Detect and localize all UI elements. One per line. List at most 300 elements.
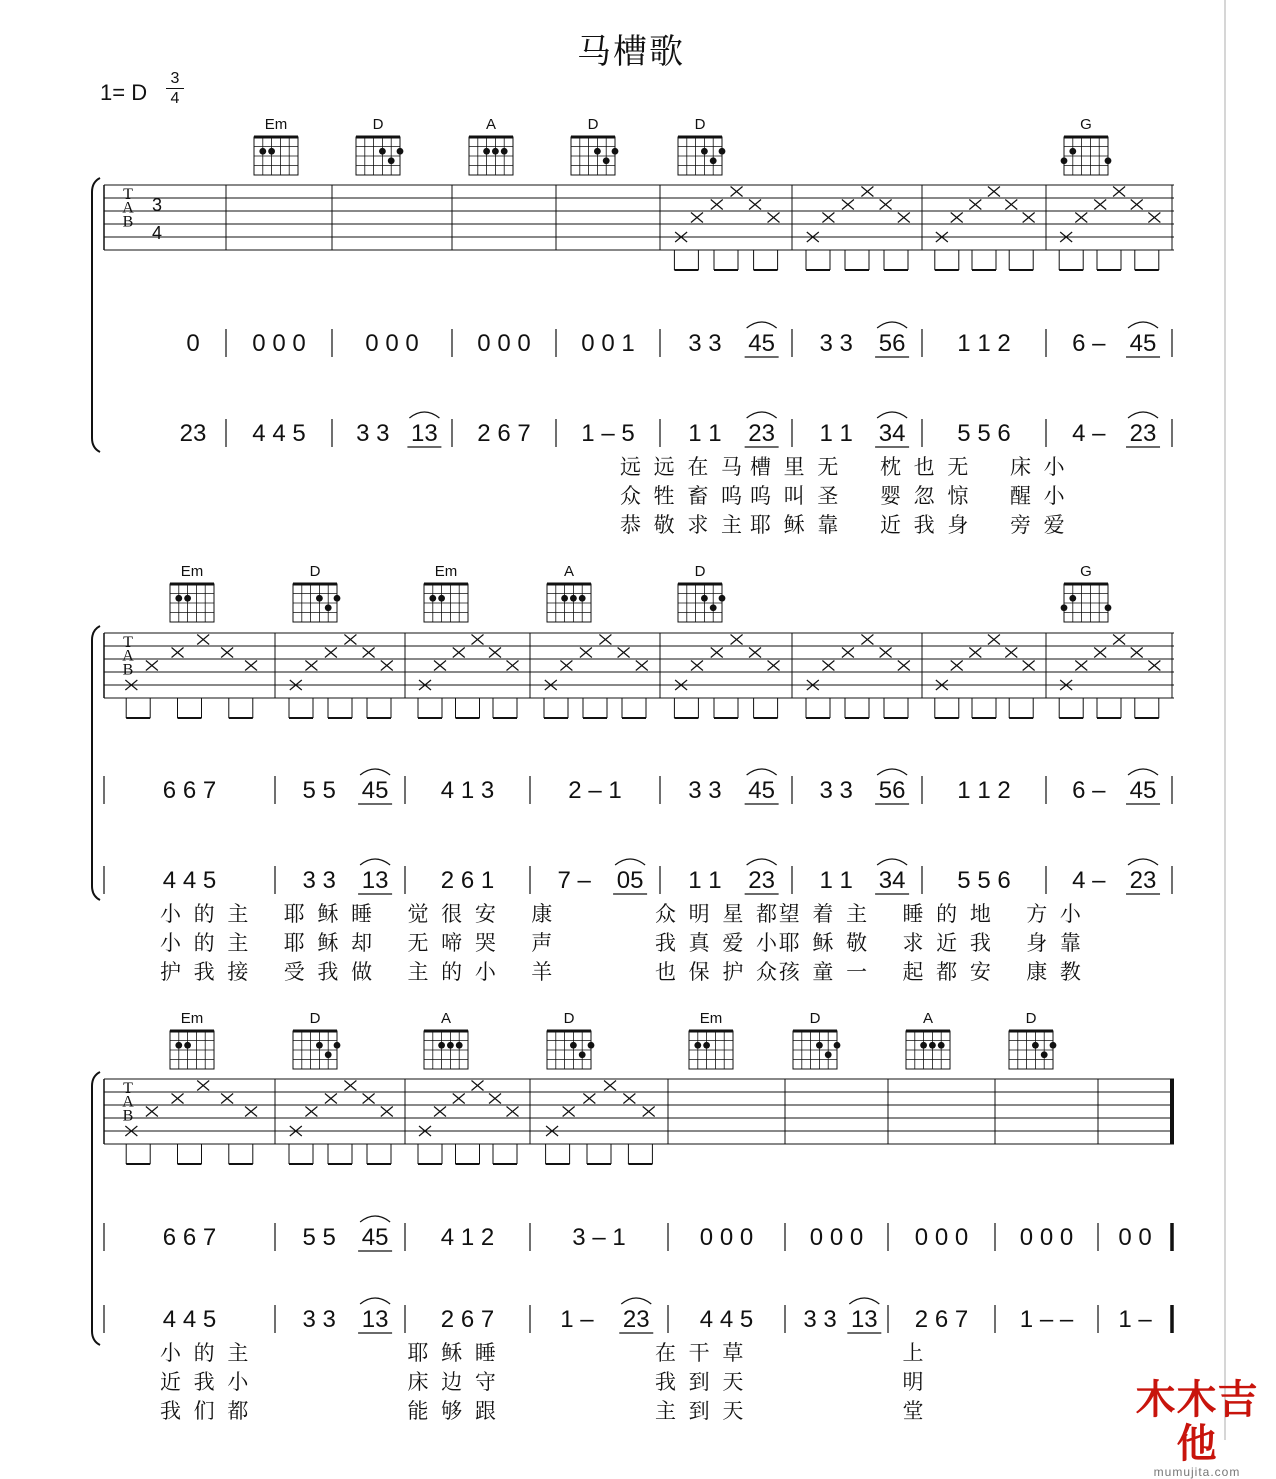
tab-x-note — [146, 1107, 158, 1117]
melody2-measure-pair: 34 — [878, 867, 906, 894]
tab-x-note — [711, 648, 723, 658]
tab-x-note — [822, 661, 834, 671]
chord-diagram — [254, 116, 298, 175]
melody-measure-pair: 45 — [748, 777, 775, 804]
chord-finger-dot — [710, 157, 717, 164]
melody-measure: 1 1 2 — [957, 330, 1011, 357]
melody2-row — [104, 859, 1172, 894]
chord-finger-dot — [316, 595, 323, 602]
tab-x-note — [381, 661, 393, 671]
tab-x-note — [1023, 213, 1035, 223]
lyric-segment: 近 我 小 — [160, 1370, 252, 1394]
tab-x-note — [1094, 200, 1106, 210]
tab-letter: A — [122, 199, 134, 217]
chord-diagram — [906, 1010, 950, 1069]
lyric-line-2 — [160, 931, 1084, 955]
chord-name: Em — [699, 1010, 723, 1027]
melody2-measure-pair: 23 — [1129, 420, 1157, 447]
tab-x-note — [951, 661, 963, 671]
lyric-segment: 也 保 护 众 — [655, 960, 781, 984]
melody2-measure-pair: 13 — [361, 867, 389, 894]
tab-x-note — [618, 648, 630, 658]
lyric-segment: 能 够 跟 — [407, 1399, 499, 1423]
tab-letter: A — [122, 1093, 134, 1111]
chord-diagram — [547, 563, 591, 622]
chord-finger-dot — [184, 595, 191, 602]
chord-finger-dot — [1069, 595, 1076, 602]
lyric-segment: 恭 敬 求 主 — [620, 513, 746, 537]
melody2-measure-pair: 05 — [616, 867, 644, 894]
chord-finger-dot — [334, 1042, 341, 1049]
chord-diagram — [689, 1010, 733, 1069]
chord-diagram — [293, 1010, 340, 1069]
melody2-measure-lead: 1 1 — [688, 420, 722, 447]
tab-x-note — [768, 213, 780, 223]
tab-x-note — [146, 661, 158, 671]
melody2-measure: 4 4 5 — [252, 420, 306, 447]
melody2-measure-lead: 4 – — [1072, 867, 1106, 894]
chord-name: A — [922, 1010, 934, 1027]
chord-finger-dot — [379, 148, 386, 155]
tab-measure-notes — [674, 187, 779, 271]
tab-x-note — [197, 635, 209, 645]
melody2-measure-pair: 23 — [622, 1306, 650, 1333]
chord-finger-dot — [1032, 1042, 1039, 1049]
slur-arc — [615, 859, 645, 865]
lyric-segment: 我 真 爱 小 — [655, 931, 781, 955]
lyric-segment: 耶 稣 睡 — [407, 1341, 499, 1365]
melody-measure: 4 1 3 — [440, 777, 495, 804]
system-brace — [92, 626, 100, 900]
chord-finger-dot — [184, 1042, 191, 1049]
time-sig-bottom: 4 — [170, 90, 180, 107]
lyric-segment: 觉 很 安 — [407, 902, 499, 926]
chord-finger-dot — [438, 1042, 445, 1049]
melody-measure: 0 0 0 — [252, 330, 306, 357]
melody2-row — [104, 1298, 1172, 1333]
slur-arc — [621, 1298, 651, 1304]
slur-arc — [877, 412, 907, 418]
tab-x-note — [898, 661, 910, 671]
key-signature: 1= D — [100, 80, 148, 105]
tab-x-note — [172, 648, 184, 658]
chord-name: Em — [264, 116, 288, 133]
melody-measure: 4 1 2 — [440, 1224, 495, 1251]
chord-finger-dot — [1069, 148, 1076, 155]
slur-arc — [747, 859, 777, 865]
tab-x-note — [197, 1081, 209, 1091]
melody-measure-pair: 56 — [878, 330, 906, 357]
lyric-segment: 婴 忽 惊 — [880, 484, 972, 508]
chord-diagram — [1061, 116, 1112, 175]
melody2-measure: 2 6 1 — [440, 867, 495, 894]
melody2-measure: 2 6 7 — [477, 420, 531, 447]
tab-x-note — [951, 213, 963, 223]
melody2-measure: 23 — [179, 420, 207, 447]
tab-x-note — [623, 1094, 635, 1104]
melody2-measure-lead: 3 3 — [302, 867, 336, 894]
melody2-measure-lead: 1 1 — [819, 420, 853, 447]
slur-arc — [409, 412, 439, 418]
slur-arc — [747, 769, 777, 775]
tab-x-note — [325, 1094, 337, 1104]
melody2-measure: 4 4 5 — [162, 867, 217, 894]
lyric-segment: 睡 的 地 — [902, 902, 994, 926]
chord-finger-dot — [719, 148, 726, 155]
tab-x-note — [988, 635, 1000, 645]
melody-measure: 6 6 7 — [162, 1224, 217, 1251]
chord-name: D — [809, 1010, 821, 1027]
tab-x-note — [1005, 200, 1017, 210]
chord-diagram — [678, 116, 725, 175]
tab-x-note — [898, 213, 910, 223]
tab-x-note — [507, 1107, 519, 1117]
tab-x-note — [1094, 648, 1106, 658]
tab-letter: B — [122, 661, 134, 679]
chord-finger-dot — [501, 148, 508, 155]
tab-x-note — [580, 648, 592, 658]
chord-diagram — [170, 1010, 214, 1069]
tab-x-note — [599, 635, 611, 645]
chord-finger-dot — [710, 604, 717, 611]
lyric-line-2 — [160, 1370, 927, 1394]
chord-finger-dot — [1061, 604, 1068, 611]
tab-x-note — [711, 200, 723, 210]
melody-measure-pair: 56 — [878, 777, 906, 804]
slur-arc — [360, 859, 390, 865]
melody-row — [104, 769, 1172, 804]
melody-row — [186, 322, 1172, 357]
tab-x-note — [880, 200, 892, 210]
tab-x-note — [604, 1081, 616, 1091]
lyric-line-3 — [160, 1399, 927, 1423]
tab-measure-notes — [935, 187, 1035, 271]
melody2-measure-pair: 34 — [878, 420, 906, 447]
chord-diagram — [571, 116, 618, 175]
chord-finger-dot — [268, 148, 275, 155]
melody2-measure-lead: 4 – — [1072, 420, 1106, 447]
lyric-segment: 槽 里 无 — [750, 455, 842, 479]
slur-arc — [877, 859, 907, 865]
lyric-segment: 远 远 在 马 — [620, 455, 746, 479]
melody-measure: 0 0 0 — [914, 1224, 969, 1251]
tab-x-note — [489, 648, 501, 658]
lyric-segment: 众 明 星 都 — [655, 902, 781, 926]
tab-letter: A — [122, 647, 134, 665]
chord-finger-dot — [1050, 1042, 1057, 1049]
watermark-logo: 木木吉他 — [1135, 1377, 1259, 1467]
tab-letter: T — [123, 186, 133, 203]
chord-diagram — [293, 563, 340, 622]
lyric-segment: 无 啼 哭 — [407, 931, 499, 955]
melody2-measure-pair: 13 — [850, 1306, 878, 1333]
tab-x-note — [969, 200, 981, 210]
tab-x-note — [381, 1107, 393, 1117]
chord-name: D — [1025, 1010, 1037, 1027]
tab-measure-notes — [1059, 187, 1160, 271]
melody2-measure-pair: 23 — [1129, 867, 1157, 894]
lyric-segment: 主 到 天 — [655, 1399, 747, 1423]
chord-name: D — [563, 1010, 575, 1027]
tab-measure-notes — [806, 635, 910, 719]
chord-finger-dot — [929, 1042, 936, 1049]
chord-finger-dot — [175, 1042, 182, 1049]
slur-arc — [747, 322, 777, 328]
lyric-segment: 床 边 守 — [407, 1370, 499, 1394]
tab-x-note — [643, 1107, 655, 1117]
chord-finger-dot — [588, 1042, 595, 1049]
melody-measure-lead: 5 5 — [302, 777, 336, 804]
melody-measure: 0 0 — [1118, 1224, 1152, 1251]
chord-finger-dot — [1105, 157, 1112, 164]
chord-finger-dot — [703, 1042, 710, 1049]
chord-finger-dot — [456, 1042, 463, 1049]
melody2-measure: 4 4 5 — [162, 1306, 217, 1333]
lyric-segment: 耶 稣 敬 — [778, 931, 871, 955]
tab-x-note — [221, 648, 233, 658]
lyric-segment: 求 近 我 — [902, 931, 994, 955]
chord-finger-dot — [570, 595, 577, 602]
tab-x-note — [507, 661, 519, 671]
chord-diagram — [170, 563, 214, 622]
song-title: 马槽歌 — [577, 32, 685, 72]
lyric-segment: 众 牲 畜 呜 — [620, 484, 746, 508]
melody-row — [104, 1216, 1172, 1251]
melody2-measure: 5 5 6 — [957, 420, 1011, 447]
chord-name: Em — [180, 563, 204, 580]
slur-arc — [1128, 322, 1158, 328]
tab-x-note — [453, 648, 465, 658]
chord-finger-dot — [816, 1042, 823, 1049]
chord-diagram — [678, 563, 725, 622]
tab-x-note — [880, 648, 892, 658]
chord-name: D — [694, 563, 706, 580]
chord-name: D — [309, 1010, 321, 1027]
tab-x-note — [583, 1094, 595, 1104]
tab-letter: B — [122, 213, 134, 231]
lyric-segment: 上 — [902, 1341, 927, 1365]
chord-finger-dot — [316, 1042, 323, 1049]
melody2-row — [180, 412, 1172, 447]
chord-finger-dot — [429, 595, 436, 602]
melody2-measure-lead: 1 1 — [688, 867, 722, 894]
lyric-segment: 近 我 身 — [880, 513, 972, 537]
chord-finger-dot — [694, 1042, 701, 1049]
chord-diagram — [469, 116, 513, 175]
chord-finger-dot — [397, 148, 404, 155]
lyric-segment: 康 教 — [1026, 960, 1084, 984]
lyric-segment: 我 们 都 — [160, 1399, 252, 1423]
tab-letter: B — [122, 1107, 134, 1125]
lyric-line-3 — [160, 960, 1084, 984]
chord-finger-dot — [603, 157, 610, 164]
chord-diagram — [793, 1010, 840, 1069]
tab-x-note — [1113, 635, 1125, 645]
lyric-segment: 护 我 接 — [160, 960, 252, 984]
lyric-segment: 声 — [531, 931, 556, 955]
chord-finger-dot — [579, 595, 586, 602]
chord-name: D — [309, 563, 321, 580]
chord-finger-dot — [834, 1042, 841, 1049]
chord-finger-dot — [492, 148, 499, 155]
tab-x-note — [472, 1081, 484, 1091]
slur-arc — [360, 1298, 390, 1304]
melody-measure: 0 0 0 — [477, 330, 531, 357]
tab-x-note — [1075, 661, 1087, 671]
lyric-segment: 醒 小 — [1010, 484, 1068, 508]
lyric-segment: 康 — [531, 902, 556, 926]
system-3 — [92, 1010, 1174, 1423]
melody2-measure: 1 – – — [1019, 1306, 1074, 1333]
slur-arc — [747, 412, 777, 418]
tab-x-note — [1131, 648, 1143, 658]
chord-finger-dot — [561, 595, 568, 602]
tab-x-note — [489, 1094, 501, 1104]
slur-arc — [1128, 769, 1158, 775]
tab-x-note — [245, 1107, 257, 1117]
chord-finger-dot — [701, 148, 708, 155]
melody2-measure-pair: 23 — [748, 420, 775, 447]
slur-arc — [360, 769, 390, 775]
lyric-segment: 主 的 小 — [407, 960, 499, 984]
tab-measure-notes — [1059, 635, 1160, 719]
chord-finger-dot — [259, 148, 266, 155]
chord-diagram — [424, 1010, 468, 1069]
chord-finger-dot — [612, 148, 619, 155]
melody-measure: 2 – 1 — [568, 777, 622, 804]
lyric-segment: 耶 稣 却 — [283, 931, 376, 955]
tab-x-note — [842, 648, 854, 658]
chord-finger-dot — [438, 595, 445, 602]
tab-x-note — [363, 648, 375, 658]
chord-finger-dot — [701, 595, 708, 602]
melody-measure-pair: 45 — [1129, 330, 1157, 357]
chord-diagram — [1009, 1010, 1056, 1069]
lyric-segment: 耶 稣 靠 — [750, 513, 842, 537]
tab-x-note — [731, 635, 743, 645]
lyric-segment: 小 的 主 — [160, 931, 252, 955]
melody2-measure-lead: 7 – — [557, 867, 591, 894]
chord-finger-dot — [719, 595, 726, 602]
lyric-segment: 床 小 — [1010, 455, 1068, 479]
lyric-segment: 呜 叫 圣 — [750, 484, 842, 508]
melody2-measure: 1 – — [1118, 1306, 1152, 1333]
chord-finger-dot — [334, 595, 341, 602]
chord-finger-dot — [1061, 157, 1068, 164]
tab-letter: T — [123, 634, 133, 651]
tab-x-note — [969, 648, 981, 658]
tab-x-note — [1023, 661, 1035, 671]
tab-measure-notes — [544, 635, 648, 719]
melody-measure: 6 6 7 — [162, 777, 217, 804]
lyric-line-3 — [620, 513, 1068, 537]
chord-finger-dot — [388, 157, 395, 164]
system-brace — [92, 1072, 100, 1345]
chord-name: Em — [434, 563, 458, 580]
chord-name: Em — [180, 1010, 204, 1027]
tab-x-note — [636, 661, 648, 671]
lyric-segment: 我 到 天 — [655, 1370, 747, 1394]
lyric-segment: 方 小 — [1026, 902, 1084, 926]
slur-arc — [1128, 412, 1158, 418]
lyric-segment: 羊 — [531, 960, 556, 984]
lyric-segment: 受 我 做 — [283, 960, 376, 984]
melody-measure: 0 0 0 — [365, 330, 419, 357]
tab-x-note — [1131, 200, 1143, 210]
chord-name: D — [372, 116, 384, 133]
melody-measure: 3 – 1 — [572, 1224, 626, 1251]
tab-x-note — [472, 635, 484, 645]
slur-arc — [360, 1216, 390, 1222]
melody-measure-lead: 6 – — [1072, 330, 1106, 357]
lyric-segment: 小 的 主 — [160, 902, 252, 926]
chord-finger-dot — [594, 148, 601, 155]
tab-measure-notes — [806, 187, 910, 271]
melody-measure-lead: 6 – — [1072, 777, 1106, 804]
tab-x-note — [305, 1107, 317, 1117]
melody-measure-pair: 45 — [1129, 777, 1157, 804]
chord-diagram — [424, 563, 468, 622]
melody-measure: 0 0 0 — [699, 1224, 754, 1251]
melody2-measure-pair: 13 — [361, 1306, 389, 1333]
chord-finger-dot — [938, 1042, 945, 1049]
watermark-url: mumujita.com — [1153, 1465, 1241, 1479]
lyric-segment: 明 — [902, 1370, 927, 1394]
lyric-segment: 孩 童 一 — [778, 960, 871, 984]
chord-finger-dot — [579, 1051, 586, 1058]
tab-x-note — [731, 187, 743, 197]
melody-measure-pair: 45 — [361, 1224, 389, 1251]
melody-measure: 0 0 1 — [581, 330, 635, 357]
tab-x-note — [563, 1107, 575, 1117]
melody-measure: 0 0 0 — [1019, 1224, 1074, 1251]
tab-x-note — [453, 1094, 465, 1104]
melody-measure: 1 1 2 — [957, 777, 1011, 804]
chord-name: A — [563, 563, 575, 580]
tab-x-note — [1075, 213, 1087, 223]
tab-x-note — [344, 1081, 356, 1091]
lyric-segment: 堂 — [902, 1399, 927, 1423]
tab-measure-notes — [289, 635, 393, 719]
tab-x-note — [822, 213, 834, 223]
tab-x-note — [1148, 213, 1160, 223]
tab-x-note — [988, 187, 1000, 197]
tab-x-note — [768, 661, 780, 671]
melody-measure-lead: 3 3 — [819, 777, 853, 804]
melody-measure-lead: 3 3 — [819, 330, 853, 357]
lyric-line-1 — [160, 1341, 927, 1365]
tab-x-note — [842, 200, 854, 210]
melody-measure: 0 0 0 — [809, 1224, 864, 1251]
system-brace — [92, 178, 100, 452]
tab-x-note — [434, 1107, 446, 1117]
chord-name: D — [587, 116, 599, 133]
chord-finger-dot — [570, 1042, 577, 1049]
chord-name: A — [440, 1010, 452, 1027]
lyric-line-1 — [620, 455, 1068, 479]
melody2-measure-lead: 3 3 — [356, 420, 390, 447]
tab-time-top: 3 — [151, 195, 163, 215]
melody2-measure: 5 5 6 — [957, 867, 1011, 894]
tab-measure-notes — [546, 1081, 655, 1165]
chord-diagram — [356, 116, 403, 175]
system-1 — [92, 116, 1174, 537]
tab-x-note — [691, 661, 703, 671]
melody-measure-pair: 45 — [748, 330, 775, 357]
tab-x-note — [1005, 648, 1017, 658]
tab-x-note — [245, 661, 257, 671]
chord-name: A — [485, 116, 497, 133]
